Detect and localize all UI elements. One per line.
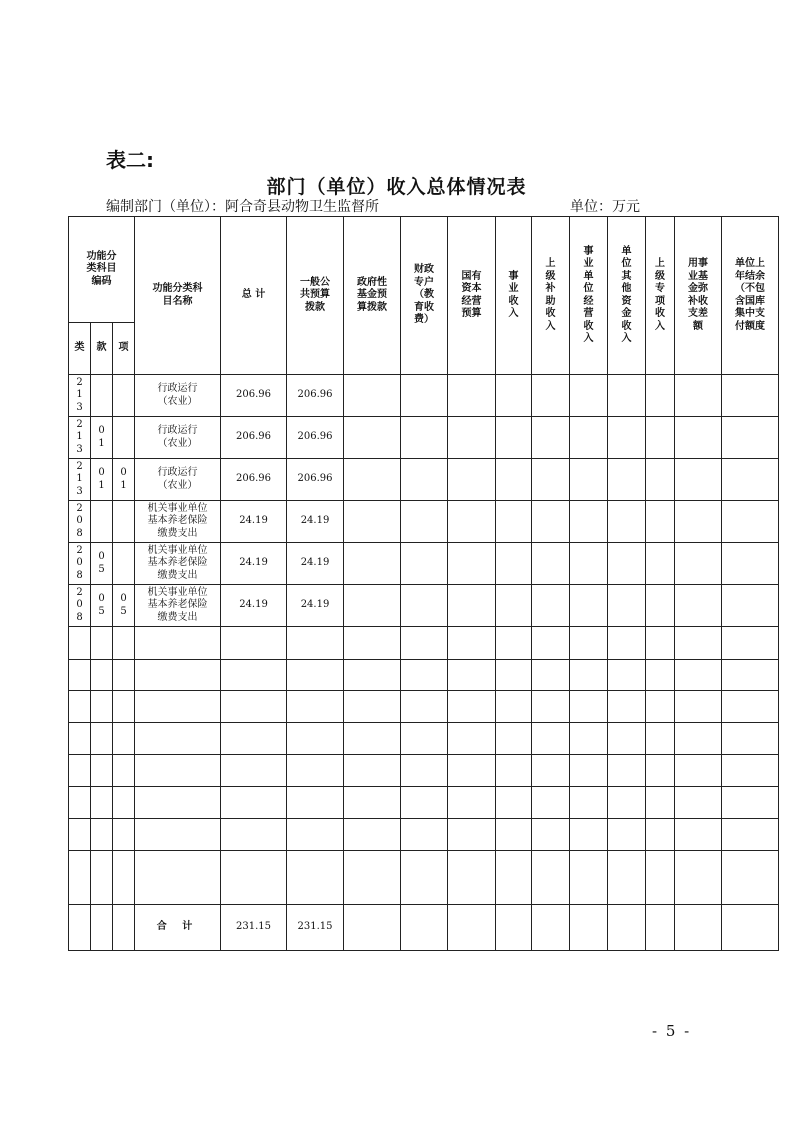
cell-lei: 2 0 8 [69,501,91,543]
table-row [69,501,779,543]
table-row [69,585,779,627]
page-title: 部门（单位）收入总体情况表 [266,176,527,198]
cell-total: 24.19 [221,585,287,627]
empty-row [69,627,779,660]
empty-row [69,851,779,905]
header-xiang: 项 [113,323,135,375]
header-state-capital: 国有 资本 经营 预算 [448,217,496,375]
cell-lei: 2 0 8 [69,585,91,627]
cell-xiang: 0 5 [113,585,135,627]
header-fund-balance: 用事 业基 金弥 补收 支差 额 [675,217,722,375]
empty-row [69,691,779,723]
page-number: - 5 - [652,1022,692,1040]
empty-row [69,660,779,691]
summary-total: 231.15 [221,905,287,951]
header-total: 总 计 [221,217,287,375]
cell-xiang [113,543,135,585]
cell-name: 行政运行 （农业） [135,459,221,501]
header-fund-budget: 政府性 基金预 算拨款 [344,217,401,375]
cell-name: 行政运行 （农业） [135,375,221,417]
cell-kuan: 0 1 [91,459,113,501]
cell-total: 206.96 [221,459,287,501]
compiler-label: 编制部门（单位）：阿合奇县动物卫生监督所 [106,199,379,215]
unit-label: 单位：万元 [570,199,640,215]
cell-lei: 2 1 3 [69,375,91,417]
table-row [69,375,779,417]
cell-general: 24.19 [287,501,344,543]
cell-xiang [113,501,135,543]
table-row [69,459,779,501]
header-fiscal-account: 财政 专户 （教 育收 费） [401,217,448,375]
header-business-income: 事 业 收 入 [496,217,532,375]
cell-xiang [113,417,135,459]
summary-general: 231.15 [287,905,344,951]
empty-row [69,787,779,819]
header-code-group: 功能分 类科目 编码 [69,217,135,323]
empty-row [69,755,779,787]
cell-lei: 2 1 3 [69,417,91,459]
header-operating-income: 事 业 单 位 经 营 收 入 [570,217,608,375]
cell-lei: 2 0 8 [69,543,91,585]
cell-kuan [91,375,113,417]
cell-lei: 2 1 3 [69,459,91,501]
income-table [68,216,779,951]
header-other-income: 单 位 其 他 资 金 收 入 [608,217,646,375]
cell-kuan: 0 5 [91,543,113,585]
cell-kuan [91,501,113,543]
cell-kuan: 0 1 [91,417,113,459]
summary-label: 合 计 [135,905,221,951]
table-label: 表二: [106,148,154,172]
cell-name: 行政运行 （农业） [135,417,221,459]
cell-xiang [113,375,135,417]
cell-general: 206.96 [287,375,344,417]
cell-name: 机关事业单位 基本养老保险 缴费支出 [135,585,221,627]
cell-general: 24.19 [287,585,344,627]
cell-general: 24.19 [287,543,344,585]
cell-xiang: 0 1 [113,459,135,501]
cell-kuan: 0 5 [91,585,113,627]
header-lei: 类 [69,323,91,375]
header-name: 功能分类科 目名称 [135,217,221,375]
empty-row [69,819,779,851]
cell-name: 机关事业单位 基本养老保险 缴费支出 [135,543,221,585]
cell-general: 206.96 [287,459,344,501]
cell-total: 24.19 [221,501,287,543]
summary-row [69,905,779,951]
cell-total: 206.96 [221,417,287,459]
cell-total: 24.19 [221,543,287,585]
header-superior-special: 上 级 专 项 收 入 [646,217,675,375]
header-general-budget: 一般公 共预算 拨款 [287,217,344,375]
empty-row [69,723,779,755]
cell-general: 206.96 [287,417,344,459]
table-row [69,417,779,459]
header-carryover: 单位上 年结余 （不包 含国库 集中支 付额度 [722,217,779,375]
header-kuan: 款 [91,323,113,375]
cell-name: 机关事业单位 基本养老保险 缴费支出 [135,501,221,543]
table-row [69,543,779,585]
header-superior-subsidy: 上 级 补 助 收 入 [532,217,570,375]
cell-total: 206.96 [221,375,287,417]
